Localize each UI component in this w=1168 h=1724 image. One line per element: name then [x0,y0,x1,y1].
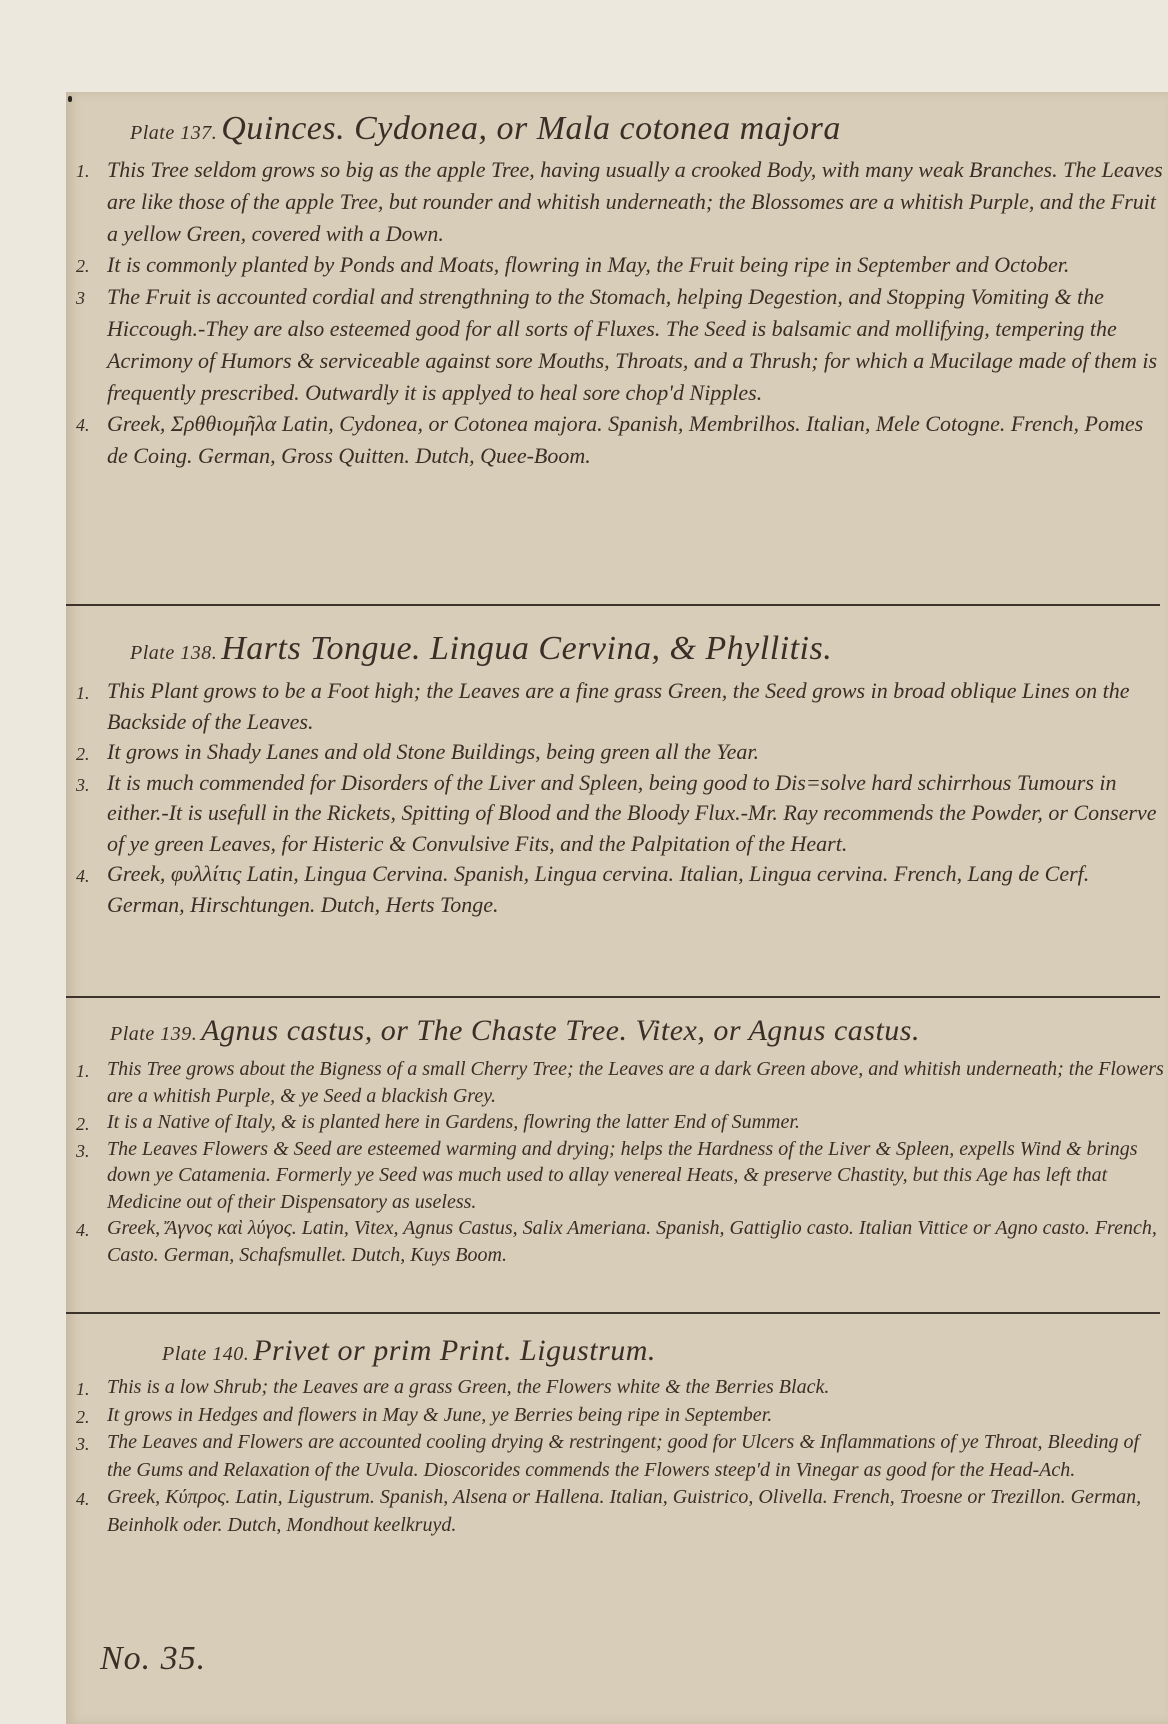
plate-heading [66,1016,1166,1046]
plate-heading [66,632,1166,666]
item-text: Greek, φυλλίτις Latin, Lingua Cervina. Spanish, Lingua cervina. Italian, Lingua cervina. French, Lang de Cerf. German, Hirschtungen. Dutch, Herts Tonge. [107,861,1090,917]
list-item [66,1136,1166,1216]
list-item [66,1056,1166,1109]
item-number: 1. [76,161,90,181]
list-item [66,1215,1166,1268]
list-item [66,768,1166,860]
item-number: 2. [76,256,90,277]
item-text: This is a low Shrub; the Leaves are a grass Green, the Flowers white & the Berries Black. [107,1376,830,1398]
item-text: The Fruit is accounted cordial and strengthning to the Stomach, helping Degestion, and Stopping Vomiting & the Hiccough.-They are also esteemed good for all sorts of Fluxes. The Seed is balsamic and mollifying, tempering the Acrimony of Humors & serviceable against sore Mouths, Throats, and a Thrush; for which a Mucilage made of them is frequently prescribed. Outwardly it is applyed to heal sore chop'd Nipples. [107,284,1158,405]
item-text: The Leaves Flowers & Seed are esteemed warming and drying; helps the Hardness of the Liver & Spleen, expells Wind & brings down ye Catamenia. Formerly ye Seed was much used to allay venereal Heats, & preserve Chastity, but this Age has left that Medicine out of their Dispensatory as useless. [107,1137,1138,1213]
item-number: 3. [76,774,90,795]
item-number: 3 [76,288,85,309]
list-item [66,676,1166,737]
list-item [66,154,1166,249]
item-text: Greek, Σρθθιομῆλα Latin, Cydonea, or Cotonea majora. Spanish, Membrilhos. Italian, Mele Cotogne. French, Pomes de Coing. German, Gross Quitten. Dutch, Quee-Boom. [107,411,1144,469]
list-item [66,1402,1166,1430]
plate-number: Plate 138. [130,642,218,664]
item-number: 4. [76,1489,90,1509]
plate-name: Agnus castus, or The Chaste Tree. Vitex, or Agnus castus. [201,1014,920,1047]
item-number: 4. [76,866,90,886]
item-number: 3. [76,1140,90,1161]
item-number: 1. [76,1061,90,1081]
item-text: This Tree seldom grows so big as the apple Tree, having usually a crooked Body, with many weak Branches. The Leaves are like those of the apple Tree, but rounder and whitish underneath; the Blossomes are a whitish Purple, and the Fruit a yellow Green, covered with a Down. [107,157,1163,246]
ink-mark [68,96,72,102]
item-text: It is commonly planted by Ponds and Moats, flowring in May, the Fruit being ripe in September and October. [107,252,1070,278]
list-item [66,737,1166,768]
item-text: It is a Native of Italy, & is planted here in Gardens, flowring the latter End of Summer. [107,1111,800,1133]
plate-section-138 [66,632,1166,920]
item-number: 4. [76,1220,90,1240]
item-text: This Plant grows to be a Foot high; the Leaves are a fine grass Green, the Seed grows in broad oblique Lines on the Backside of the Leaves. [107,678,1130,734]
plate-section-139 [66,1016,1166,1268]
item-number: 2. [76,1406,90,1427]
list-item [66,859,1166,920]
item-text: This Tree grows about the Bigness of a small Cherry Tree; the Leaves are a dark Green above, and whitish underneath; the Flowers are a whitish Purple, & ye Seed a blackish Grey. [107,1058,1164,1107]
list-item [66,1374,1166,1402]
list-item [66,1429,1166,1484]
plate-number: Plate 140. [162,1343,250,1365]
section-divider [66,1312,1160,1314]
section-divider [66,604,1160,606]
plate-section-140 [66,1336,1166,1539]
item-number: 1. [76,683,90,703]
plate-number: Plate 139. [110,1023,198,1045]
plate-name: Privet or prim Print. Ligustrum. [253,1334,656,1367]
item-number: 1. [76,1379,90,1399]
item-number: 2. [76,1114,90,1134]
plate-section-137 [66,112,1166,472]
item-text: The Leaves and Flowers are accounted cooling drying & restringent; good for Ulcers & Inflammations of ye Throat, Bleeding of the Gums and Relaxation of the Uvula. Dioscorides commends the Flowers steep'd in Vinegar as good for the Head-Ach. [107,1431,1140,1481]
item-number: 3. [76,1434,90,1454]
list-item [66,249,1166,281]
list-item [66,1484,1166,1539]
list-item [66,408,1166,472]
item-number: 2. [76,744,90,764]
item-text: Greek, Κύπρος. Latin, Ligustrum. Spanish, Alsena or Hallena. Italian, Guistrico, Olivella. French, Troesne or Trezillon. German, Beinholk oder. Dutch, Mondhout keelkruyd. [107,1486,1142,1536]
item-text: It grows in Shady Lanes and old Stone Buildings, being green all the Year. [107,739,760,764]
page-number: No. 35. [100,1640,207,1677]
list-item [66,1109,1166,1136]
item-text: It grows in Hedges and flowers in May & June, ye Berries being ripe in September. [107,1403,773,1426]
section-divider [66,996,1160,998]
plate-number: Plate 137. [130,122,218,144]
item-text: It is much commended for Disorders of the Liver and Spleen, being good to Dis=solve hard schirrhous Tumours in either.-It is usefull in the Rickets, Spitting of Blood and the Bloody Flux.-Mr. Ray recommends the Powder, or Conserve of ye green Leaves, for Histeric & Convulsive Fits, and the Palpitation of the Heart. [107,769,1157,856]
item-text: Greek, Ἄγνος καὶ λύγος. Latin, Vitex, Agnus Castus, Salix Ameriana. Spanish, Gattiglio casto. Italian Vittice or Agno casto. French, Casto. German, Schafsmullet. Dutch, Kuys Boom. [107,1217,1157,1266]
plate-name: Quinces. Cydonea, or Mala cotonea majora [221,110,841,147]
plate-heading [66,1336,1166,1366]
list-item [66,281,1166,408]
plate-heading [66,112,1166,146]
plate-name: Harts Tongue. Lingua Cervina, & Phyllitis. [221,630,833,667]
item-number: 4. [76,415,90,436]
